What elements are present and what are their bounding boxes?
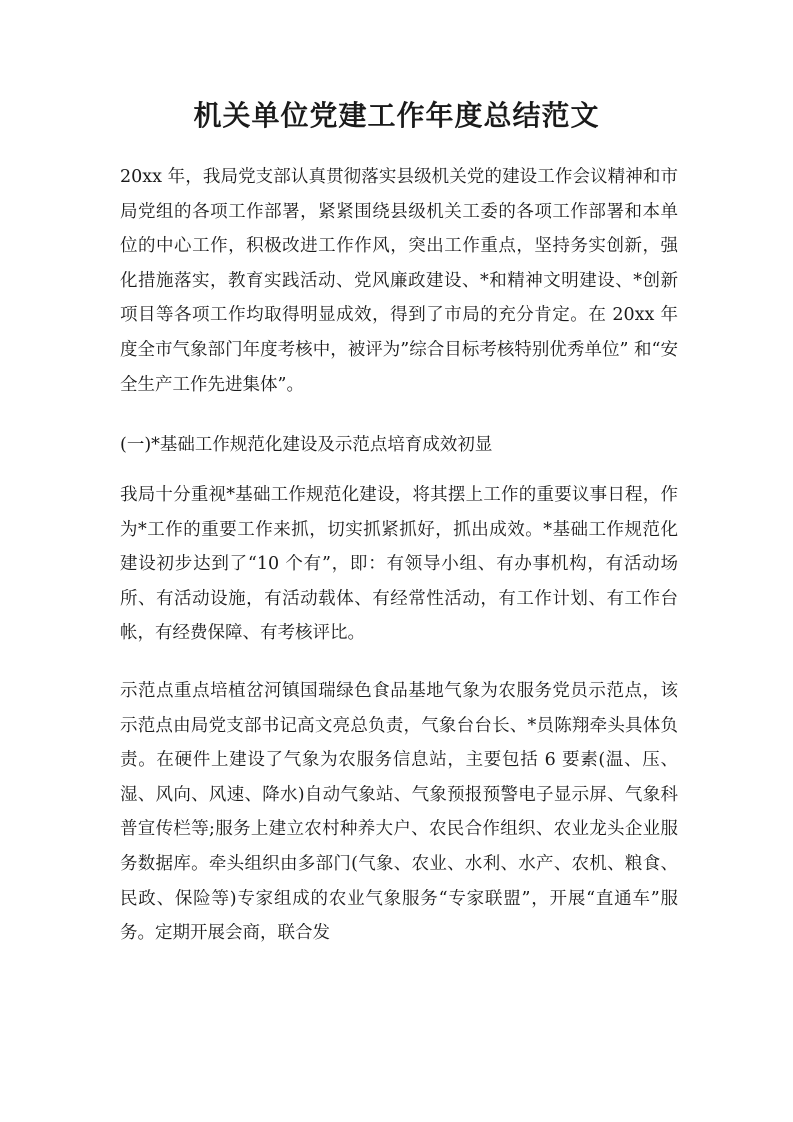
paragraph-standardization: 我局十分重视*基础工作规范化建设，将其摆上工作的重要议事日程，作为*工作的重要工作来抓，切实抓紧抓好，抓出成效。*基础工作规范化建设初步达到了“10 个有”，即：有领导小组、有办事机构，有活动场所、有活动设施，有活动载体、有经常性活动，有工作计划、有工作台帐，有经费保障、有考核评比。 <box>120 485 678 644</box>
document-title: 机关单位党建工作年度总结范文 <box>193 99 600 132</box>
paragraph-intro: 20xx 年，我局党支部认真贯彻落实县级机关党的建设工作会议精神和市局党组的各项工作部署，紧紧围绕县级机关工委的各项工作部署和本单位的中心工作，积极改进工作作风，突出工作重点，坚持务实创新，强化措施落实，教育实践活动、党风廉政建设、*和精神文明建设、*创新项目等各项工作均取得明显成效，得到了市局的充分肯定。在 20xx 年度全市气象部门年度考核中，被评为”综合目标考核特别优秀单位” 和“安全生产工作先进集体”。 <box>120 167 678 395</box>
section-heading: (一)*基础工作规范化建设及示范点培育成效初显 <box>120 435 493 455</box>
paragraph-demonstration-site: 示范点重点培植岔河镇国瑞绿色食品基地气象为农服务党员示范点，该示范点由局党支部书记高文亮总负责，气象台台长、*员陈翔牵头具体负责。在硬件上建设了气象为农服务信息站，主要包括 6 要素(温、压、湿、风向、风速、降水)自动气象站、气象预报预警电子显示屏、气象科普宣传栏等;服务上建立农村种养大户、农民合作组织、农业龙头企业服务数据库。牵头组织由多部门(气象、农业、水利、水产、农机、粮食、民政、保险等)专家组成的农业气象服务“专家联盟”，开展“直通车”服务。定期开展会商，联合发 <box>120 681 678 944</box>
